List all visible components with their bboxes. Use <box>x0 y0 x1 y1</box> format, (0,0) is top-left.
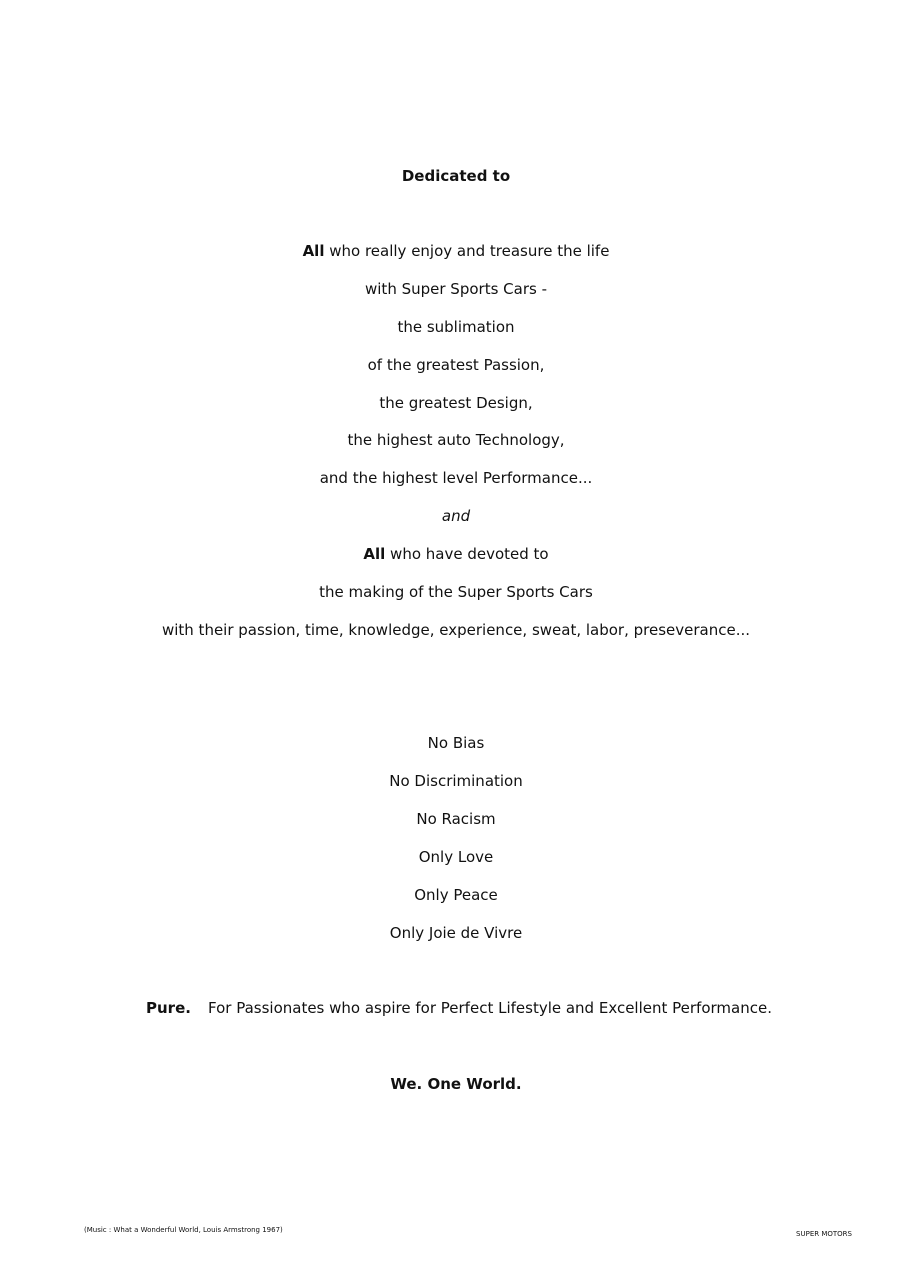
value-item: Only Joie de Vivre <box>389 924 523 942</box>
value-item: Only Love <box>418 848 494 866</box>
dedication-line-5: the greatest Design, <box>379 394 533 412</box>
pure-statement <box>146 998 772 1018</box>
value-item: No Racism <box>416 810 496 828</box>
dedication-line-3: the sublimation <box>397 318 515 336</box>
pure-text: For Passionates who aspire for Perfect Lifestyle and Excellent Performance. <box>208 999 772 1017</box>
dedication-line-7: and the highest level Performance... <box>319 469 593 487</box>
dedication-line-4: of the greatest Passion, <box>367 356 545 374</box>
pure-label: Pure. <box>146 999 191 1017</box>
dedication-heading: Dedicated to <box>401 167 511 185</box>
dedication-line-8-bold: All <box>363 545 386 563</box>
dedication-line-9: the making of the Super Sports Cars <box>319 583 593 601</box>
dedication-line-1 <box>0 241 912 261</box>
dedication-line-8-text: who have devoted to <box>385 545 549 563</box>
dedication-line-1-text: who really enjoy and treasure the life <box>324 242 610 260</box>
dedication-line-8 <box>0 544 912 564</box>
value-item: No Bias <box>427 734 485 752</box>
dedication-connector: and <box>441 507 471 525</box>
dedication-line-6: the highest auto Technology, <box>347 431 565 449</box>
dedication-line-2: with Super Sports Cars - <box>365 280 547 298</box>
music-note: (Music : What a Wonderful World, Louis Armstrong 1967) <box>84 1226 283 1234</box>
slogan: We. One World. <box>390 1075 522 1093</box>
brand-footer: SUPER MOTORS <box>796 1230 852 1238</box>
value-item: No Discrimination <box>389 772 523 790</box>
dedication-line-10: with their passion, time, knowledge, experience, sweat, labor, preseverance... <box>161 621 751 639</box>
value-item: Only Peace <box>414 886 498 904</box>
dedication-line-1-bold: All <box>302 242 325 260</box>
